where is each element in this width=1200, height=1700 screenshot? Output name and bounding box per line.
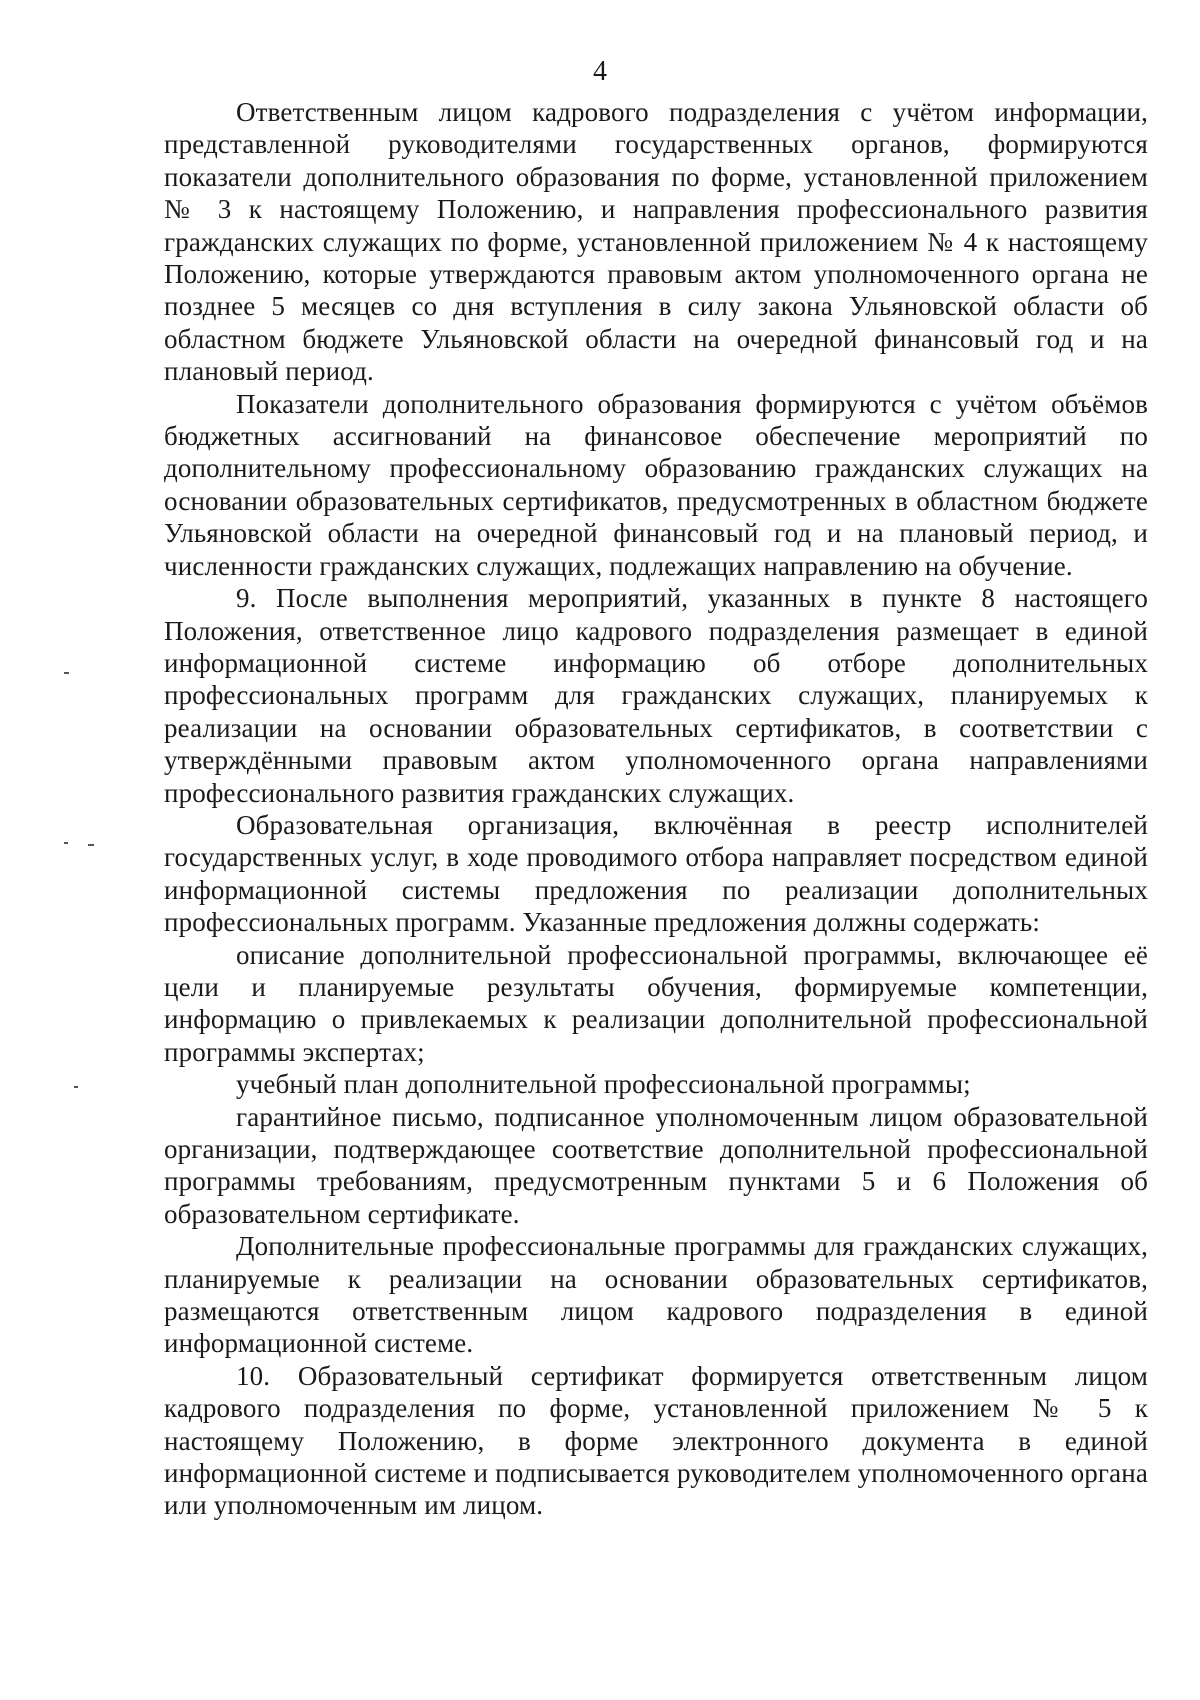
paragraph-educational-organization: Образовательная организация, включённая в реестр исполнителей государственных услуг, в ходе проводимого отбора направляет посредством единой информационной системы предложения по реализации дополнительных профессиональных программ. Указанные предложения должны содержать: [164,809,1148,938]
paragraph-indicators: Показатели дополнительного образования формируются с учётом объёмов бюджетных ассигнований на финансовое обеспечение мероприятий по дополнительному профессиональному образованию гражданских служащих на основании образовательных сертификатов, предусмотренных в областном бюджете Ульяновской области на очередной финансовый год и на плановый период, и численности гражданских служащих, подлежащих направлению на обучение. [164,388,1148,581]
scan-mark [64,672,69,674]
paragraph-guarantee-letter: гарантийное письмо, подписанное уполномоченным лицом образовательной организации, подтверждающее соответствие дополнительной профессиональной программы требованиям, предусмотренным пунктами 5 и 6 Положения об образовательном сертификате. [164,1101,1148,1229]
scan-mark [88,844,94,846]
paragraph-item-9: 9. После выполнения мероприятий, указанных в пункте 8 настоящего Положения, ответственное лицо кадрового подразделения размещает в единой информационной системе информацию об отборе дополнительных профессиональных программ для гражданских служащих, планируемых к реализации на основании образовательных сертификатов, в соответствии с утверждёнными правовым актом уполномоченного органа направлениями профессионального развития гражданских служащих. [164,583,1148,808]
document-body [164,96,1148,1522]
scan-mark [64,842,68,844]
paragraph-program-description: описание дополнительной профессиональной программы, включающее её цели и планируемые результаты обучения, формируемые компетенции, информацию о привлекаемых к реализации дополнительной профессиональной программы экспертах; [164,939,1148,1067]
paragraph-item-10: 10. Образовательный сертификат формируется ответственным лицом кадрового подразделения по форме, установленной приложением № 5 к настоящему Положению, в форме электронного документа в единой информационной системе и подписывается руководителем уполномоченного органа или уполномоченным им лицом. [164,1360,1148,1521]
paragraph-curriculum: учебный план дополнительной профессиональной программы; [236,1069,971,1100]
scan-mark [74,1086,78,1088]
paragraph-responsible-person: Ответственным лицом кадрового подразделения с учётом информации, представленной руководителями государственных органов, формируются показатели дополнительного образования по форме, установленной приложением № 3 к настоящему Положению, и направления профессионального развития гражданских служащих по форме, установленной приложением № 4 к настоящему Положению, которые утверждаются правовым актом уполномоченного органа не позднее 5 месяцев со дня вступления в силу закона Ульяновской области об областном бюджете Ульяновской области на очередной финансовый год и на плановый период. [164,97,1148,387]
page-number: 4 [593,56,607,87]
paragraph-additional-programs: Дополнительные профессиональные программы для гражданских служащих, планируемые к реализации на основании образовательных сертификатов, размещаются ответственным лицом кадрового подразделения в единой информационной системе. [164,1231,1148,1359]
